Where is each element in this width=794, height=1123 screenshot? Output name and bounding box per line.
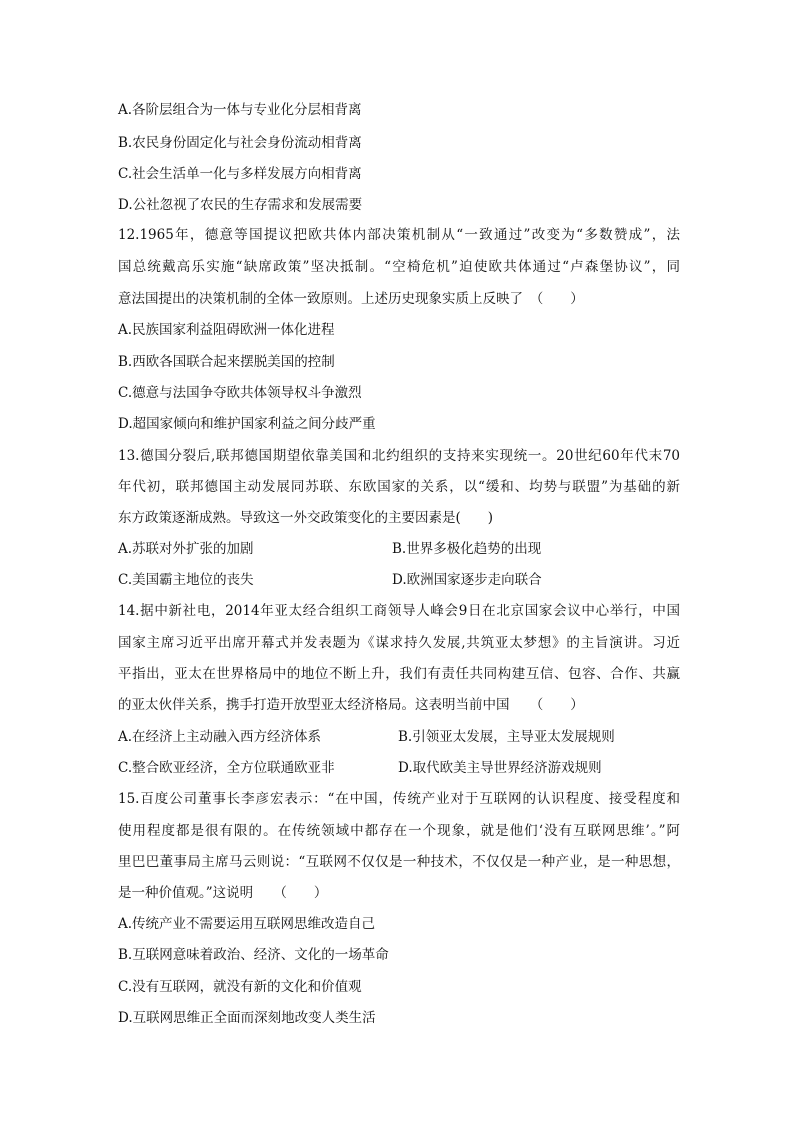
q15-stem-line-3: 里巴巴董事局主席马云则说：“互联网不仅仅是一种技术，不仅仅是一种产业，是一种思想， xyxy=(118,854,680,870)
q14-stem-line-1: 14.据中新社电，2014年亚太经合组织工商领导人峰会9日在北京国家会议中心举行，中国 xyxy=(118,603,680,619)
q14-option-row-2 xyxy=(118,758,680,778)
q13-stem-line-2: 年代初，联邦德国主动发展同苏联、东欧国家的关系，以“缓和、均势与联盟”为基础的新 xyxy=(118,479,680,495)
q13-option-row-1 xyxy=(118,539,680,559)
q15-option-a: A.传统产业不需要运用互联网思维改造自己 xyxy=(118,916,376,932)
q13-stem-line-1: 13.德国分裂后,联邦德国期望依靠美国和北约组织的支持来实现统一。20世纪60年代末70 xyxy=(118,448,680,464)
q12-stem-line-1: 12.1965年，德意等国提议把欧共体内部决策机制从“一致通过”改变为“多数赞成”，法 xyxy=(118,227,680,243)
q13-option-a: A.苏联对外扩张的加剧 xyxy=(118,541,254,557)
q14-option-row-1 xyxy=(118,727,680,747)
q14-stem-line-3: 平指出，亚太在世界格局中的地位不断上升，我们有责任共同构建互信、包容、合作、共赢 xyxy=(118,666,680,682)
q14-option-c: C.整合欧亚经济，全方位联通欧亚非 xyxy=(118,760,335,776)
q14-option-a: A.在经济上主动融入西方经济体系 xyxy=(118,729,322,745)
q14-option-b: B.引领亚太发展，主导亚太发展规则 xyxy=(398,729,615,745)
q12-option-c: C.德意与法国争夺欧共体领导权斗争激烈 xyxy=(118,385,362,401)
q15-option-b: B.互联网意味着政治、经济、文化的一场革命 xyxy=(118,947,389,963)
q14-option-d: D.取代欧美主导世界经济游戏规则 xyxy=(398,760,602,776)
q12-stem-line-2: 国总统戴高乐实施“缺席政策”坚决抵制。“空椅危机”迫使欧共体通过“卢森堡协议”，同 xyxy=(118,259,680,275)
q11-option-b: B.农民身份固定化与社会身份流动相背离 xyxy=(118,135,362,151)
q12-option-d: D.超国家倾向和维护国家利益之间分歧严重 xyxy=(118,416,376,432)
q13-stem-line-3: 东方政策逐渐成熟。导致这一外交政策变化的主要因素是( ) xyxy=(118,510,494,526)
q14-stem-line-2: 国家主席习近平出席开幕式并发表题为《谋求持久发展,共筑亚太梦想》的主旨演讲。习近 xyxy=(118,635,680,651)
q12-stem-line-3: 意法国提出的决策机制的全体一致原则。上述历史现象实质上反映了 （ ） xyxy=(118,291,584,307)
q15-option-d: D.互联网思维正全面而深刻地改变人类生活 xyxy=(118,1010,376,1026)
q13-option-c: C.美国霸主地位的丧失 xyxy=(118,572,254,588)
q15-stem-line-2: 使用程度都是很有限的。在传统领域中都存在一个现象，就是他们‘没有互联网思维’。”阿 xyxy=(118,823,680,839)
q13-option-b: B.世界多极化趋势的出现 xyxy=(392,541,542,557)
q15-stem-line-4: 是一种价值观。”这说明 （ ） xyxy=(118,885,328,901)
q11-option-c: C.社会生活单一化与多样发展方向相背离 xyxy=(118,166,362,182)
q13-option-row-2 xyxy=(118,570,680,590)
q13-option-d: D.欧洲国家逐步走向联合 xyxy=(392,572,542,588)
q15-option-c: C.没有互联网，就没有新的文化和价值观 xyxy=(118,979,362,995)
q12-option-b: B.西欧各国联合起来摆脱美国的控制 xyxy=(118,354,335,370)
q14-stem-line-4: 的亚太伙伴关系，携手打造开放型亚太经济格局。这表明当前中国 （ ） xyxy=(118,697,584,713)
q12-option-a: A.民族国家利益阻碍欧洲一体化进程 xyxy=(118,322,335,338)
q15-stem-line-1: 15.百度公司董事长李彦宏表示：“在中国，传统产业对于互联网的认识程度、接受程度和 xyxy=(118,791,680,807)
q11-option-a: A.各阶层组合为一体与专业化分层相背离 xyxy=(118,102,362,118)
q11-option-d: D.公社忽视了农民的生存需求和发展需要 xyxy=(118,197,363,213)
